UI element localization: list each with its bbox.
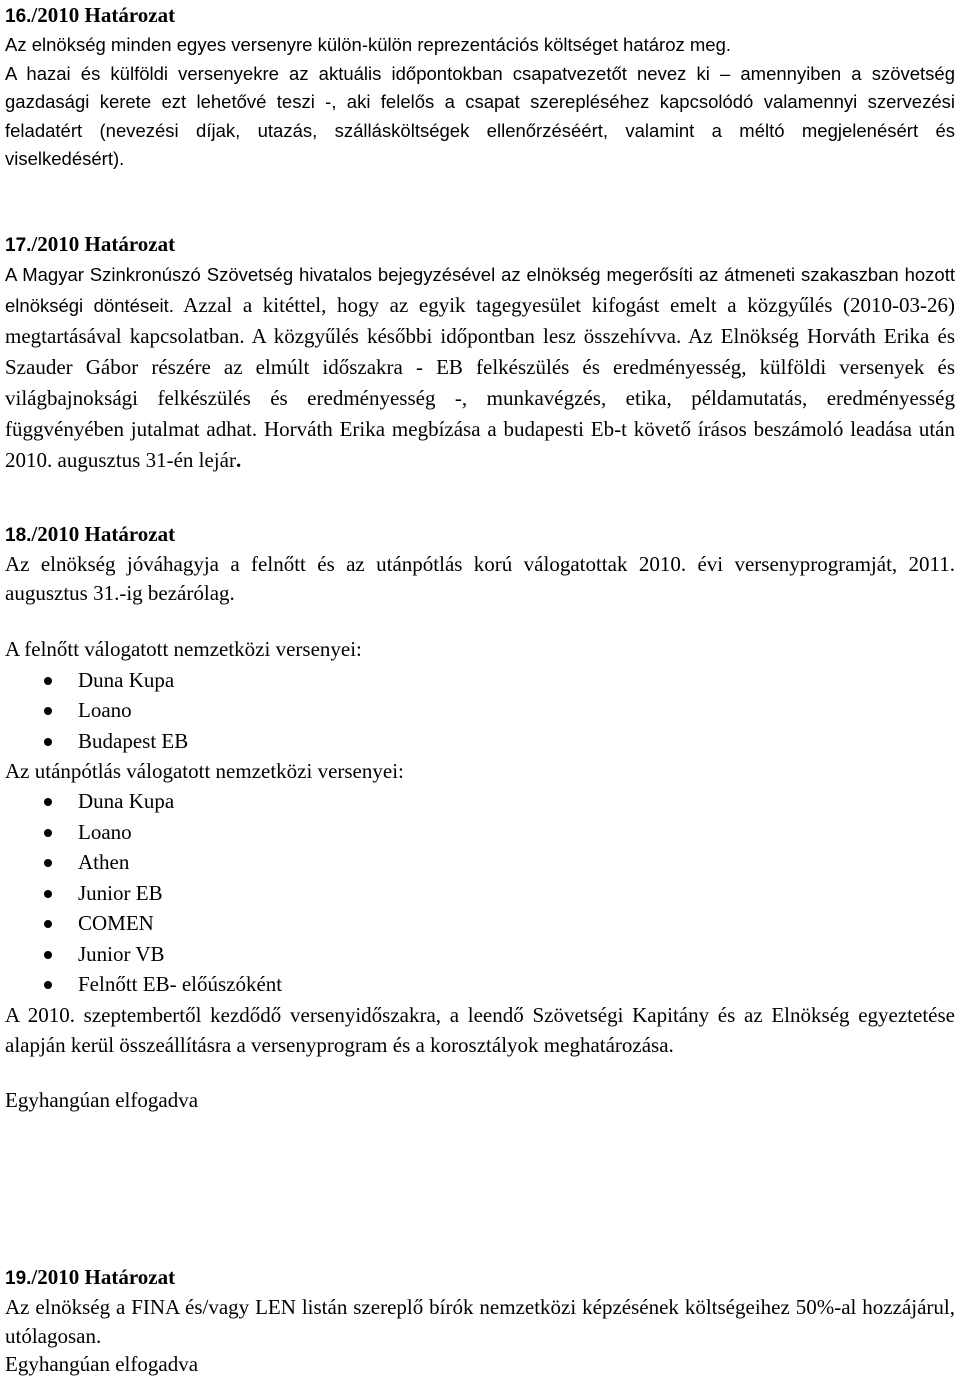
resolution-title: /2010 Határozat [31,1265,176,1289]
youth-competitions-list [5,786,955,1000]
resolution-title: /2010 Határozat [31,232,176,256]
resolution-17-heading [5,231,955,260]
resolution-17-body-serif: Azzal a kitéttel, hogy az egyik tagegyesület kifogást emelt a közgyűlés (2010-03-26) megtartásával kapcsolatban. A közgyűlés későbbi időpontban lesz összehívva. [5,293,955,348]
resolution-number: 17. [5,235,32,256]
resolution-17-body-end: . [235,448,242,472]
resolution-18-status: Egyhangúan elfogadva [5,1087,199,1112]
youth-team-heading: Az utánpótlás válogatott nemzetközi versenyei: [5,759,404,784]
resolution-18-body: Az elnökség jóváhagyja a felnőtt és az utánpótlás korú válogatottak 2010. évi versenyprogramját, 2011. augusztus 31.-ig bezárólag. [5,552,955,606]
list-item: Duna Kupa [5,665,955,696]
list-item: Junior VB [5,939,955,970]
adult-competitions-list [5,665,955,757]
list-item: COMEN [5,908,955,939]
resolution-17-body-serif-2: Az Elnökség Horváth Erika és Szauder Gábor részére az elmúlt időszakra - EB felkészülés és eredményesség, külföldi versenyek és világbajnoksági felkészülés és eredményesség -, munkavégzés, etika, példamutatás, eredményesség függvényében jutalmat adhat. Horváth Erika megbízása a budapesti Eb-t követő írásos beszámoló leadása után 2010. augusztus 31-én lejár [5,324,955,472]
resolution-16-body: A hazai és külföldi versenyekre az aktuális időpontokban csapatvezetőt nevez ki – amennyiben a szövetség gazdasági kerete ezt lehetővé teszi -, aki felelős a csapat szerepléséhez kapcsolódó valamennyi szervezési feladatért (nevezési díjak, utazás, szállásköltségek ellenőrzéséért, valamint a méltó megjelenésért és viselkedésért). [5,62,955,169]
resolution-17 [5,231,955,477]
list-item: Duna Kupa [5,786,955,817]
resolution-number: 19. [5,1268,32,1289]
resolution-17-body [5,260,955,477]
resolution-title: /2010 Határozat [31,3,176,27]
resolution-title: /2010 Határozat [31,522,176,546]
resolution-16-heading [5,2,955,31]
resolution-18 [5,521,955,1115]
list-item: Junior EB [5,878,955,909]
adult-team-heading: A felnőtt válogatott nemzetközi versenyei: [5,636,362,661]
resolution-16 [5,2,955,174]
resolution-19-heading [5,1264,955,1293]
resolution-18-closing: A 2010. szeptembertől kezdődő versenyidőszakra, a leendő Szövetségi Kapitány és az Elnökség egyeztetése alapján kerül összeállításra a versenyprogram és a korosztályok meghatározása. [5,1002,955,1057]
resolution-number: 18. [5,525,32,546]
list-item: Felnőtt EB- előúszóként [5,969,955,1000]
list-item: Athen [5,847,955,878]
list-item: Loano [5,817,955,848]
list-item: Loano [5,695,955,726]
resolution-19 [5,1264,955,1379]
resolution-17-body-sans: A Magyar Szinkronúszó Szövetség hivatalos bejegyzésével az elnökség megerősíti az átmeneti szakaszban hozott elnökségi döntéseit. [5,264,955,316]
resolution-number: 16. [5,6,32,27]
resolution-19-body: Az elnökség a FINA és/vagy LEN listán szereplő bírók nemzetközi képzésének költségeihez 50%-al hozzájárul, utólagosan. [5,1295,955,1348]
list-item: Budapest EB [5,726,955,757]
resolution-18-heading [5,521,955,550]
resolution-19-status: Egyhangúan elfogadva [5,1352,199,1376]
resolution-16-line-1: Az elnökség minden egyes versenyre külön-külön reprezentációs költséget határoz meg. [5,34,732,55]
